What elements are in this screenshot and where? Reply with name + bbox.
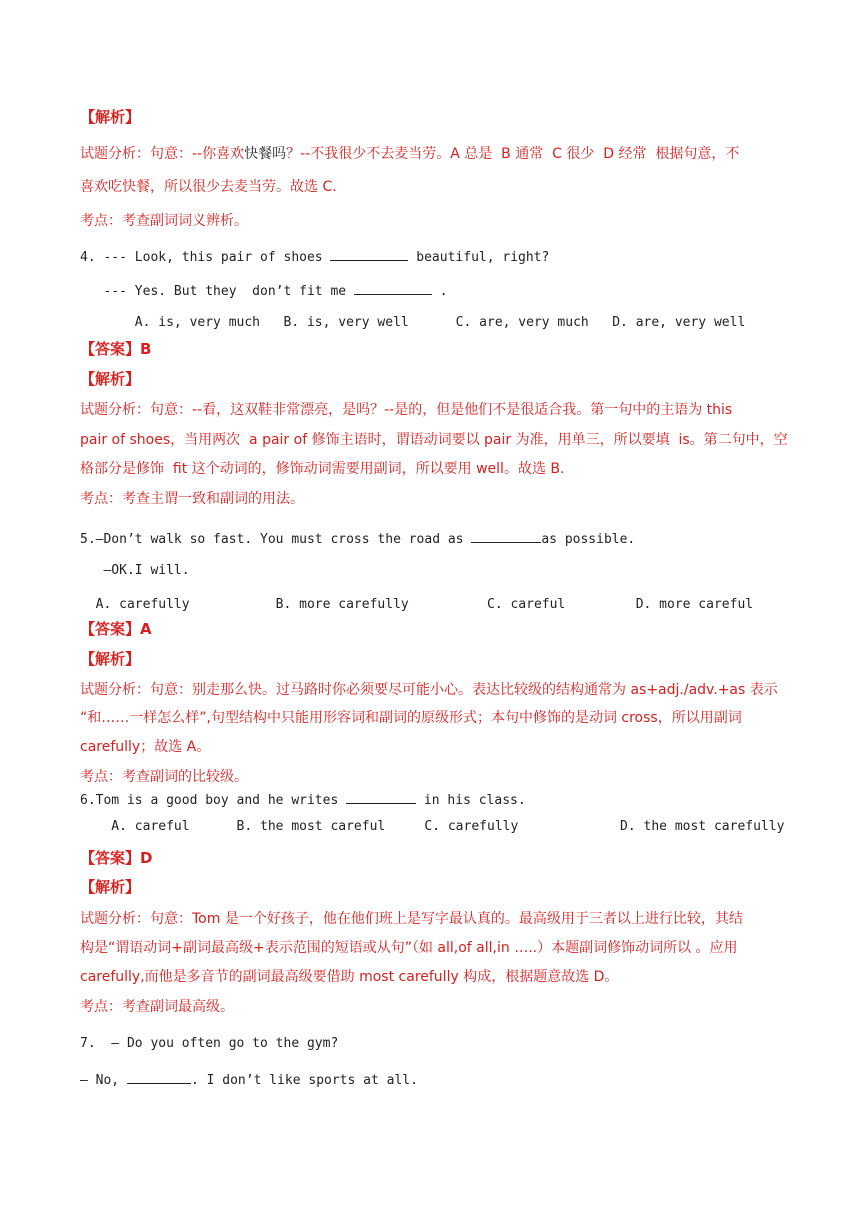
explanation-text-black: 快餐吗 <box>244 146 287 162</box>
analysis-heading: 【解析】 <box>80 878 141 896</box>
explanation-text: ？--不我很少不去麦当劳。A 总是 B 通常 C 很少 D 经常 根据句意，不 <box>286 146 740 162</box>
explanation-line: “和……一样怎么样”,句型结构中只能用形容词和副词的原级形式；本句中修饰的是动词 cross，所以用副词 <box>80 710 742 726</box>
explanation-line <box>80 147 739 161</box>
explanation-line: 构是“谓语动词+副词最高级+表示范围的短语或从句”（如 all,of all,in …..）本题副词修饰动词所以 。应用 <box>80 940 738 956</box>
analysis-heading: 【解析】 <box>80 370 141 388</box>
question-text: – No, <box>80 1073 127 1088</box>
answer-blank <box>330 248 408 261</box>
kaodian-line: 考点：考查副词的比较级。 <box>80 769 248 785</box>
answer-label: 【答案】B <box>80 340 152 358</box>
analysis-heading: 【解析】 <box>80 108 141 126</box>
question-5-line <box>80 530 635 546</box>
kaodian-line: 考点：考查主谓一致和副词的用法。 <box>80 491 304 507</box>
question-text: 4. --- Look, this pair of shoes <box>80 250 331 265</box>
answer-blank <box>127 1071 191 1084</box>
answer-blank <box>346 791 416 804</box>
explanation-line: 试题分析：句意：别走那么快。过马路时你必须要尽可能小心。表达比较级的结构通常为 as+adj./adv.+as 表示 <box>80 682 778 698</box>
explanation-line: carefully,而他是多音节的副词最高级要借助 most carefully 构成，根据题意故选 D。 <box>80 969 619 985</box>
question-text: beautiful, right? <box>408 250 550 265</box>
question-5-options: A. carefully B. more carefully C. careful D. more careful <box>80 597 754 612</box>
question-text: as possible. <box>541 532 636 547</box>
question-6-line <box>80 791 526 807</box>
explanation-text: 试题分析：句意：--你喜欢 <box>80 146 245 162</box>
question-4-options: A. is, very much B. is, very well C. are, very much D. are, very well <box>80 315 746 330</box>
question-5-line: —OK.I will. <box>80 563 190 578</box>
question-4-line <box>80 248 549 264</box>
analysis-heading: 【解析】 <box>80 650 141 668</box>
kaodian-line: 考点：考查副词最高级。 <box>80 999 234 1015</box>
answer-label: 【答案】A <box>80 620 152 638</box>
question-7-line: 7. – Do you often go to the gym? <box>80 1036 339 1051</box>
explanation-line: carefully；故选 A。 <box>80 739 211 755</box>
explanation-line: 喜欢吃快餐，所以很少去麦当劳。故选 C. <box>80 179 337 195</box>
question-7-line <box>80 1071 418 1087</box>
question-text: 6.Tom is a good boy and he writes <box>80 793 347 808</box>
question-text: . I don’t like sports at all. <box>190 1073 418 1088</box>
question-text: 5.—Don’t walk so fast. You must cross the road as <box>80 532 472 547</box>
answer-blank <box>471 530 541 543</box>
explanation-line: 试题分析：句意：Tom 是一个好孩子，他在他们班上是写字最认真的。最高级用于三者以上进行比较，其结 <box>80 911 743 927</box>
explanation-line: pair of shoes，当用两次 a pair of 修饰主语时，谓语动词要以 pair 为准，用单三，所以要填 is。第二句中，空 <box>80 432 788 448</box>
question-text: . <box>431 284 448 299</box>
answer-label: 【答案】D <box>80 849 153 867</box>
explanation-line: 试题分析：句意：--看，这双鞋非常漂亮，是吗？--是的，但是他们不是很适合我。第一句中的主语为 this <box>80 402 733 418</box>
explanation-line: 格部分是修饰 fit 这个动词的，修饰动词需要用副词，所以要用 well。故选 B. <box>80 461 565 477</box>
question-text: --- Yes. But they don’t fit me <box>80 284 354 299</box>
question-6-options: A. careful B. the most careful C. carefully D. the most carefully <box>80 819 785 834</box>
answer-blank <box>354 282 432 295</box>
question-4-line <box>80 282 448 298</box>
question-text: in his class. <box>416 793 526 808</box>
kaodian-line: 考点：考查副词词义辨析。 <box>80 213 248 229</box>
